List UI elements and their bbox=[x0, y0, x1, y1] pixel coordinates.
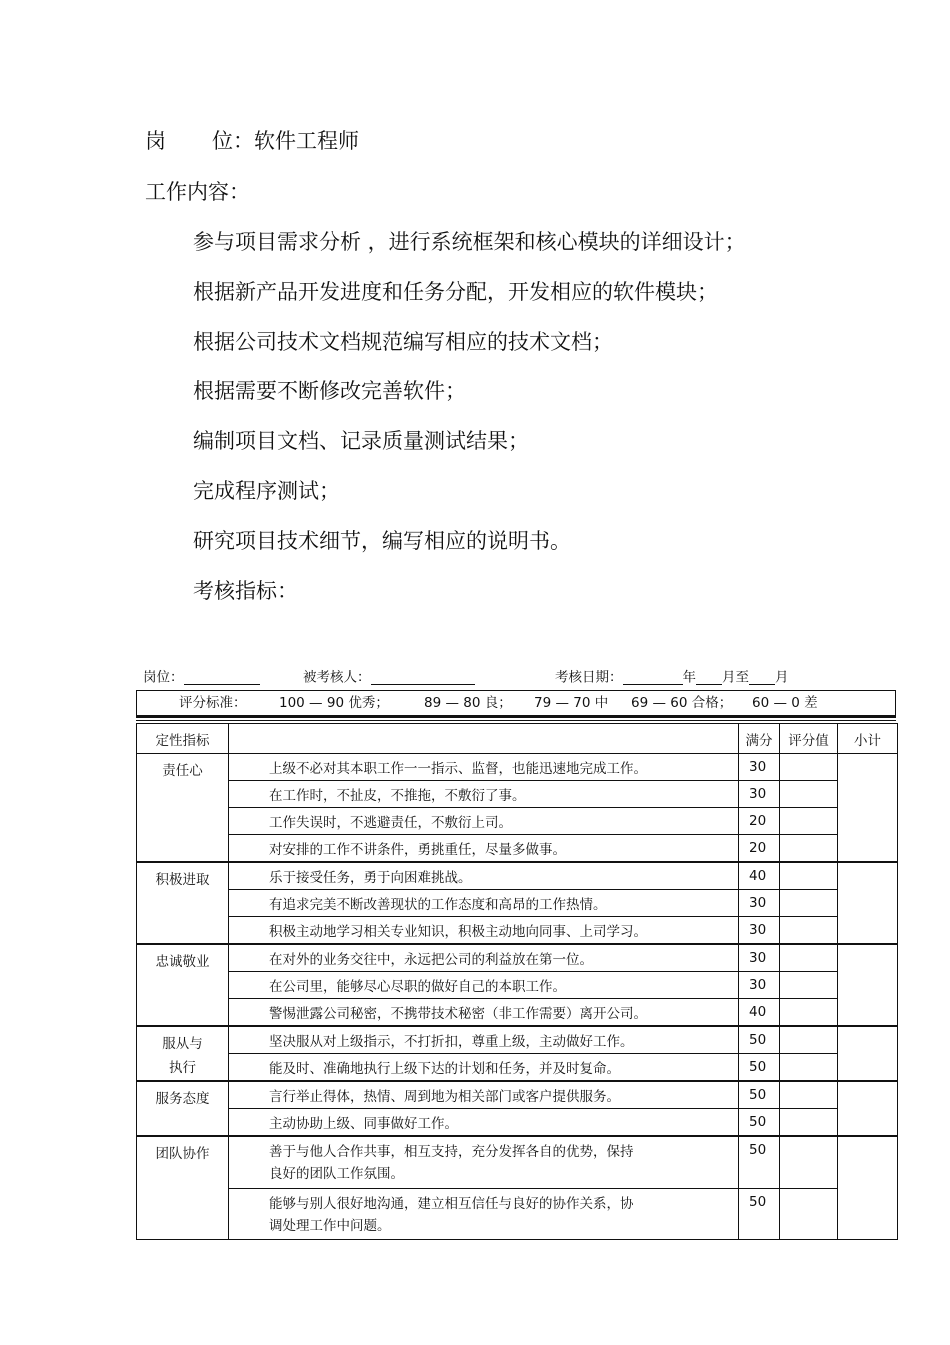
double-rule bbox=[136, 716, 896, 721]
item-cell: 工作失误时，不逃避责任，不敷衍上司。 bbox=[229, 808, 739, 835]
full-score-cell: 50 bbox=[739, 1026, 780, 1054]
table-row bbox=[137, 917, 898, 945]
subtotal-cell[interactable] bbox=[838, 1081, 898, 1136]
header-indicator: 定性指标 bbox=[137, 724, 229, 754]
subtotal-cell[interactable] bbox=[838, 1026, 898, 1081]
full-score-cell: 50 bbox=[739, 1054, 780, 1082]
form-position bbox=[143, 670, 260, 685]
table-row bbox=[137, 835, 898, 863]
form-date-label: 考核日期： bbox=[555, 669, 623, 686]
header-subtotal: 小计 bbox=[838, 724, 898, 754]
item-cell: 上级不必对其本职工作一一指示、监督，也能迅速地完成工作。 bbox=[229, 754, 739, 781]
item-cell bbox=[229, 1188, 739, 1239]
score-input-cell[interactable] bbox=[780, 1109, 838, 1137]
full-score-cell: 30 bbox=[739, 972, 780, 999]
header-full-score: 满分 bbox=[739, 724, 780, 754]
standard-label: 评分标准： bbox=[179, 695, 247, 711]
table-header-row bbox=[137, 724, 898, 754]
full-score-cell: 30 bbox=[739, 754, 780, 781]
assessment-table bbox=[136, 723, 898, 1240]
position-value: 位：软件工程师 bbox=[212, 129, 359, 153]
month-to-blank[interactable] bbox=[749, 670, 775, 685]
form-date bbox=[555, 670, 789, 685]
table-row bbox=[137, 754, 898, 781]
item-cell: 警惕泄露公司秘密，不携带技术秘密（非工作需要）离开公司。 bbox=[229, 999, 739, 1027]
item-line: 调处理工作中问题。 bbox=[269, 1217, 391, 1234]
item-cell: 主动协助上级、同事做好工作。 bbox=[229, 1109, 739, 1137]
subtotal-cell[interactable] bbox=[838, 754, 898, 863]
scoring-standard-row bbox=[136, 690, 896, 716]
full-score-cell: 30 bbox=[739, 890, 780, 917]
category-cell bbox=[137, 1026, 229, 1081]
standard-pass: 69 — 60 合格； bbox=[631, 695, 733, 711]
item-cell: 在公司里，能够尽心尽职的做好自己的本职工作。 bbox=[229, 972, 739, 999]
score-input-cell[interactable] bbox=[780, 862, 838, 890]
year-blank[interactable] bbox=[623, 670, 683, 685]
duty-item: 编制项目文档、记录质量测试结果； bbox=[193, 429, 529, 453]
work-content-label: 工作内容： bbox=[145, 180, 250, 204]
table-row bbox=[137, 972, 898, 999]
table-row bbox=[137, 1136, 898, 1188]
subtotal-cell[interactable] bbox=[838, 1136, 898, 1239]
standard-poor: 60 — 0 差 bbox=[752, 695, 818, 711]
score-input-cell[interactable] bbox=[780, 972, 838, 999]
item-line: 善于与他人合作共事，相互支持，充分发挥各自的优势，保持 bbox=[269, 1144, 634, 1160]
score-input-cell[interactable] bbox=[780, 1026, 838, 1054]
score-input-cell[interactable] bbox=[780, 999, 838, 1027]
table-row bbox=[137, 944, 898, 972]
assessee-blank[interactable] bbox=[371, 670, 475, 685]
subtotal-cell[interactable] bbox=[838, 862, 898, 944]
category-line: 执行 bbox=[169, 1060, 196, 1076]
full-score-cell: 20 bbox=[739, 808, 780, 835]
header-score: 评分值 bbox=[780, 724, 838, 754]
standard-excellent: 100 — 90 优秀； bbox=[279, 695, 389, 711]
score-input-cell[interactable] bbox=[780, 835, 838, 863]
category-cell: 团队协作 bbox=[137, 1136, 229, 1239]
header-blank bbox=[229, 724, 739, 754]
full-score-cell: 40 bbox=[739, 999, 780, 1027]
table-row bbox=[137, 1109, 898, 1137]
form-assessee-label: 被考核人： bbox=[303, 669, 371, 686]
score-input-cell[interactable] bbox=[780, 808, 838, 835]
full-score-cell: 30 bbox=[739, 781, 780, 808]
duty-item: 参与项目需求分析 ，进行系统框架和核心模块的详细设计； bbox=[193, 230, 746, 254]
category-cell: 忠诚敬业 bbox=[137, 944, 229, 1026]
position-label-a: 岗 bbox=[145, 129, 166, 153]
category-line: 服从与 bbox=[162, 1036, 203, 1052]
assessment-label: 考核指标： bbox=[193, 579, 298, 603]
table-row bbox=[137, 862, 898, 890]
full-score-cell: 30 bbox=[739, 917, 780, 945]
table-row bbox=[137, 1188, 898, 1239]
item-cell: 对安排的工作不讲条件，勇挑重任，尽量多做事。 bbox=[229, 835, 739, 863]
month-to-label: 月至 bbox=[722, 669, 749, 686]
category-cell: 责任心 bbox=[137, 754, 229, 863]
item-line: 良好的团队工作氛围。 bbox=[269, 1166, 404, 1182]
category-cell: 积极进取 bbox=[137, 862, 229, 944]
score-input-cell[interactable] bbox=[780, 1081, 838, 1109]
form-position-label: 岗位： bbox=[143, 669, 184, 686]
score-input-cell[interactable] bbox=[780, 1136, 838, 1188]
score-input-cell[interactable] bbox=[780, 944, 838, 972]
full-score-cell: 50 bbox=[739, 1109, 780, 1137]
form-assessee bbox=[303, 670, 475, 685]
score-input-cell[interactable] bbox=[780, 890, 838, 917]
item-cell: 在对外的业务交往中，永远把公司的利益放在第一位。 bbox=[229, 944, 739, 972]
item-cell: 坚决服从对上级指示，不打折扣，尊重上级，主动做好工作。 bbox=[229, 1026, 739, 1054]
score-input-cell[interactable] bbox=[780, 781, 838, 808]
year-label: 年 bbox=[682, 669, 696, 686]
subtotal-cell[interactable] bbox=[838, 944, 898, 1026]
full-score-cell: 50 bbox=[739, 1081, 780, 1109]
duty-item: 研究项目技术细节，编写相应的说明书。 bbox=[193, 529, 571, 553]
full-score-cell: 40 bbox=[739, 862, 780, 890]
position-line bbox=[145, 131, 359, 152]
duty-item: 根据新产品开发进度和任务分配，开发相应的软件模块； bbox=[193, 280, 718, 304]
category-cell: 服务态度 bbox=[137, 1081, 229, 1136]
score-input-cell[interactable] bbox=[780, 754, 838, 781]
table-row bbox=[137, 890, 898, 917]
item-cell: 乐于接受任务，勇于向困难挑战。 bbox=[229, 862, 739, 890]
item-cell: 言行举止得体，热情、周到地为相关部门或客户提供服务。 bbox=[229, 1081, 739, 1109]
table-row bbox=[137, 1081, 898, 1109]
score-input-cell[interactable] bbox=[780, 1188, 838, 1239]
month-label: 月 bbox=[775, 669, 789, 686]
table-row bbox=[137, 1054, 898, 1082]
item-cell: 积极主动地学习相关专业知识，积极主动地向同事、上司学习。 bbox=[229, 917, 739, 945]
position-blank[interactable] bbox=[184, 670, 260, 685]
item-line: 能够与别人很好地沟通，建立相互信任与良好的协作关系，协 bbox=[269, 1195, 634, 1212]
duty-item: 完成程序测试； bbox=[193, 479, 340, 503]
score-input-cell[interactable] bbox=[780, 1054, 838, 1082]
full-score-cell: 20 bbox=[739, 835, 780, 863]
item-cell: 有追求完美不断改善现状的工作态度和高昂的工作热情。 bbox=[229, 890, 739, 917]
duty-item: 根据公司技术文档规范编写相应的技术文档； bbox=[193, 330, 613, 354]
month-from-blank[interactable] bbox=[696, 670, 722, 685]
full-score-cell: 50 bbox=[739, 1136, 780, 1188]
item-cell bbox=[229, 1136, 739, 1188]
full-score-cell: 30 bbox=[739, 944, 780, 972]
standard-good: 89 — 80 良； bbox=[424, 695, 512, 711]
score-input-cell[interactable] bbox=[780, 917, 838, 945]
full-score-cell: 50 bbox=[739, 1188, 780, 1239]
item-cell: 能及时、准确地执行上级下达的计划和任务，并及时复命。 bbox=[229, 1054, 739, 1082]
table-row bbox=[137, 781, 898, 808]
duty-item: 根据需要不断修改完善软件； bbox=[193, 379, 466, 403]
table-row bbox=[137, 999, 898, 1027]
table-row bbox=[137, 1026, 898, 1054]
standard-medium: 79 — 70 中 bbox=[534, 695, 609, 711]
item-cell: 在工作时，不扯皮，不推拖，不敷衍了事。 bbox=[229, 781, 739, 808]
table-row bbox=[137, 808, 898, 835]
